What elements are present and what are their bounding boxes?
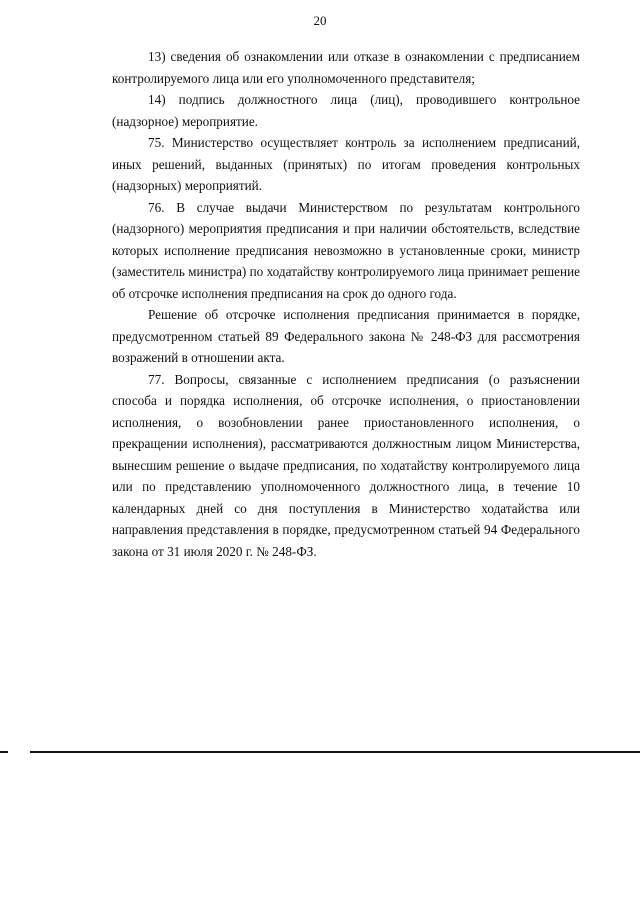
- paragraph-77: 77. Вопросы, связанные с исполнением предписания (о разъяснении способа и порядка исполнения, об отсрочке исполнения, о приостановлении исполнения, о возобновлении ранее приостановленного исполнения, о прекращении исполнения), рассматриваются должностным лицом Министерства, вынесшим решение о выдаче предписания, по ходатайству контролируемого лица или по представлению уполномоченного должностного лица, в течение 10 календарных дней со дня поступления в Министерство ходатайства или направления представления в порядке, предусмотренном статьей 94 Федерального закона от 31 июля 2020 г. № 248-ФЗ.: [112, 371, 580, 559]
- document-body: [112, 46, 580, 562]
- page-number: 20: [313, 13, 327, 28]
- paragraph-item-14: 14) подпись должностного лица (лиц), проводившего контрольное (надзорное) мероприятие.: [112, 92, 580, 129]
- paragraph-76: 76. В случае выдачи Министерством по результатам контрольного (надзорного) мероприятия предписания и при наличии обстоятельств, вследствие которых исполнение предписания невозможно в установленные сроки, министр (заместитель министра) по ходатайству контролируемого лица принимает решение об отсрочке исполнения предписания на срок до одного года.: [112, 199, 580, 301]
- edge-mark: [0, 751, 8, 753]
- paragraph-item-13: 13) сведения об ознакомлении или отказе в ознакомлении с предписанием контролируемого лица или его уполномоченного представителя;: [112, 49, 580, 86]
- paragraph-75: 75. Министерство осуществляет контроль за исполнением предписаний, иных решений, выданных (принятых) по итогам проведения контрольных (надзорных) мероприятий.: [112, 135, 580, 193]
- footer-rule: [30, 751, 640, 753]
- paragraph-76-decision: Решение об отсрочке исполнения предписания принимается в порядке, предусмотренном статьей 89 Федерального закона № 248-ФЗ для рассмотрения возражений в отношении акта.: [112, 307, 580, 365]
